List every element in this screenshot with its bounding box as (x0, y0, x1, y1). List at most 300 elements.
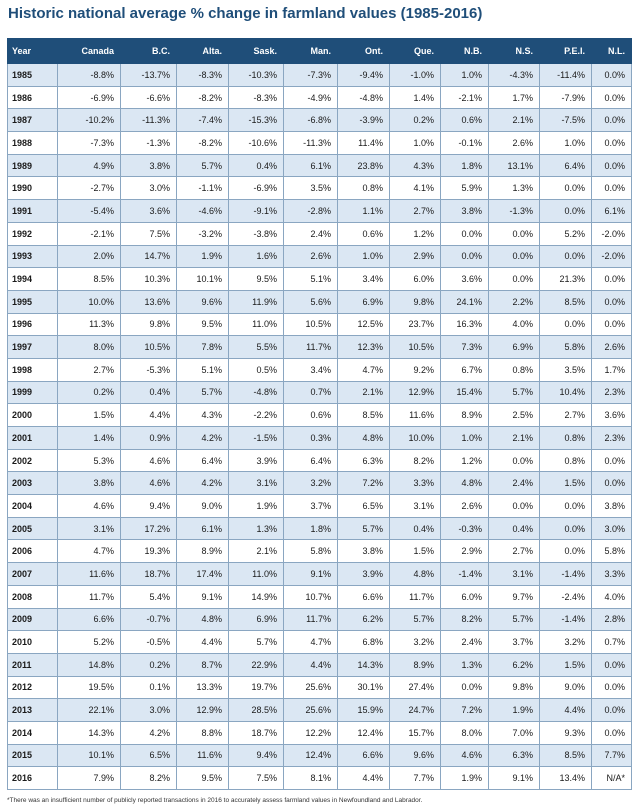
value-cell: 5.7% (177, 154, 229, 177)
value-cell: 0.4% (489, 517, 540, 540)
value-cell: -9.1% (229, 200, 284, 223)
value-cell: 3.1% (58, 517, 121, 540)
table-row (8, 767, 632, 790)
column-header-alta: Alta. (177, 39, 229, 64)
value-cell: -11.3% (284, 132, 338, 155)
value-cell: 9.0% (177, 495, 229, 518)
value-cell: 7.7% (592, 744, 632, 767)
value-cell: -2.7% (58, 177, 121, 200)
year-cell: 1999 (8, 381, 58, 404)
value-cell: 6.8% (338, 631, 390, 654)
value-cell: 7.0% (489, 721, 540, 744)
value-cell: 8.5% (540, 744, 592, 767)
value-cell: 5.7% (489, 381, 540, 404)
value-cell: 9.3% (540, 721, 592, 744)
value-cell: 2.4% (489, 472, 540, 495)
value-cell: 4.8% (177, 608, 229, 631)
value-cell: 4.4% (540, 699, 592, 722)
value-cell: 8.9% (441, 404, 489, 427)
value-cell: 4.7% (284, 631, 338, 654)
value-cell: 2.8% (592, 608, 632, 631)
value-cell: 2.7% (58, 358, 121, 381)
value-cell: 0.5% (229, 358, 284, 381)
table-row (8, 336, 632, 359)
table-row (8, 699, 632, 722)
value-cell: 11.7% (390, 585, 441, 608)
year-cell: 2007 (8, 563, 58, 586)
value-cell: 2.7% (489, 540, 540, 563)
value-cell: 1.8% (284, 517, 338, 540)
value-cell: 19.3% (121, 540, 177, 563)
value-cell: 0.4% (390, 517, 441, 540)
column-header-ont: Ont. (338, 39, 390, 64)
year-cell: 2011 (8, 653, 58, 676)
value-cell: 0.0% (540, 245, 592, 268)
value-cell: 1.0% (540, 132, 592, 155)
column-header-nb: N.B. (441, 39, 489, 64)
value-cell: 8.5% (58, 268, 121, 291)
value-cell: 0.7% (592, 631, 632, 654)
value-cell: 0.0% (592, 676, 632, 699)
year-cell: 1997 (8, 336, 58, 359)
value-cell: -7.9% (540, 86, 592, 109)
value-cell: 8.7% (177, 653, 229, 676)
value-cell: 11.3% (58, 313, 121, 336)
value-cell: 10.7% (284, 585, 338, 608)
value-cell: 6.6% (338, 585, 390, 608)
value-cell: 2.5% (489, 404, 540, 427)
value-cell: 8.8% (177, 721, 229, 744)
value-cell: 4.4% (338, 767, 390, 790)
year-cell: 1991 (8, 200, 58, 223)
table-row (8, 381, 632, 404)
value-cell: 0.6% (284, 404, 338, 427)
table-row (8, 721, 632, 744)
value-cell: 1.9% (489, 699, 540, 722)
value-cell: 1.5% (58, 404, 121, 427)
value-cell: -2.1% (58, 222, 121, 245)
year-cell: 1987 (8, 109, 58, 132)
year-cell: 2005 (8, 517, 58, 540)
value-cell: 1.3% (489, 177, 540, 200)
table-row (8, 495, 632, 518)
value-cell: 13.6% (121, 290, 177, 313)
value-cell: 3.4% (338, 268, 390, 291)
value-cell: 0.0% (540, 177, 592, 200)
value-cell: 6.9% (229, 608, 284, 631)
table-row (8, 154, 632, 177)
value-cell: -10.2% (58, 109, 121, 132)
value-cell: 8.0% (58, 336, 121, 359)
value-cell: 3.6% (441, 268, 489, 291)
value-cell: 3.8% (592, 495, 632, 518)
value-cell: 0.3% (284, 427, 338, 450)
value-cell: 14.7% (121, 245, 177, 268)
chart-title: Historic national average % change in farmland values (1985-2016) (8, 5, 483, 22)
value-cell: 0.7% (284, 381, 338, 404)
value-cell: 0.8% (338, 177, 390, 200)
value-cell: 0.0% (592, 86, 632, 109)
value-cell: -1.3% (489, 200, 540, 223)
value-cell: 6.3% (489, 744, 540, 767)
year-cell: 2013 (8, 699, 58, 722)
value-cell: 8.5% (338, 404, 390, 427)
value-cell: 2.7% (540, 404, 592, 427)
value-cell: 9.5% (177, 767, 229, 790)
value-cell: 4.6% (121, 472, 177, 495)
value-cell: 3.3% (390, 472, 441, 495)
value-cell: -0.7% (121, 608, 177, 631)
value-cell: 12.5% (338, 313, 390, 336)
value-cell: -2.4% (540, 585, 592, 608)
value-cell: 11.7% (284, 336, 338, 359)
value-cell: 9.5% (229, 268, 284, 291)
value-cell: -1.3% (121, 132, 177, 155)
table-header-row (8, 39, 632, 64)
value-cell: 3.0% (121, 177, 177, 200)
value-cell: 6.5% (338, 495, 390, 518)
value-cell: 9.2% (390, 358, 441, 381)
value-cell: 11.4% (338, 132, 390, 155)
value-cell: 9.7% (489, 585, 540, 608)
value-cell: 4.1% (390, 177, 441, 200)
value-cell: 3.9% (338, 563, 390, 586)
value-cell: -2.0% (592, 222, 632, 245)
year-cell: 1988 (8, 132, 58, 155)
table-row (8, 222, 632, 245)
value-cell: 1.0% (441, 64, 489, 87)
value-cell: 4.8% (390, 563, 441, 586)
value-cell: 4.0% (592, 585, 632, 608)
column-header-pei: P.E.I. (540, 39, 592, 64)
value-cell: 23.8% (338, 154, 390, 177)
value-cell: 3.7% (284, 495, 338, 518)
value-cell: 18.7% (121, 563, 177, 586)
value-cell: 1.5% (540, 472, 592, 495)
value-cell: 12.4% (284, 744, 338, 767)
value-cell: 2.9% (390, 245, 441, 268)
value-cell: 0.6% (441, 109, 489, 132)
value-cell: 1.2% (390, 222, 441, 245)
value-cell: 24.1% (441, 290, 489, 313)
value-cell: 10.1% (58, 744, 121, 767)
column-header-bc: B.C. (121, 39, 177, 64)
value-cell: 22.9% (229, 653, 284, 676)
value-cell: 6.9% (338, 290, 390, 313)
value-cell: 15.9% (338, 699, 390, 722)
value-cell: 2.2% (489, 290, 540, 313)
year-cell: 2000 (8, 404, 58, 427)
year-cell: 2016 (8, 767, 58, 790)
value-cell: 0.0% (592, 313, 632, 336)
value-cell: 0.2% (121, 653, 177, 676)
value-cell: -7.3% (58, 132, 121, 155)
value-cell: 9.0% (540, 676, 592, 699)
year-cell: 2010 (8, 631, 58, 654)
value-cell: 6.4% (284, 449, 338, 472)
value-cell: 0.0% (592, 699, 632, 722)
value-cell: 4.0% (489, 313, 540, 336)
value-cell: -5.3% (121, 358, 177, 381)
value-cell: 6.4% (540, 154, 592, 177)
value-cell: 6.9% (489, 336, 540, 359)
value-cell: 6.2% (338, 608, 390, 631)
value-cell: 7.3% (441, 336, 489, 359)
value-cell: 24.7% (390, 699, 441, 722)
value-cell: 3.9% (229, 449, 284, 472)
value-cell: 17.2% (121, 517, 177, 540)
value-cell: 1.4% (58, 427, 121, 450)
year-cell: 1995 (8, 290, 58, 313)
value-cell: -1.5% (229, 427, 284, 450)
value-cell: -0.1% (441, 132, 489, 155)
value-cell: 0.0% (592, 472, 632, 495)
value-cell: 0.0% (592, 154, 632, 177)
value-cell: 9.6% (390, 744, 441, 767)
value-cell: 14.3% (338, 653, 390, 676)
year-cell: 1990 (8, 177, 58, 200)
value-cell: 9.8% (489, 676, 540, 699)
value-cell: 10.5% (121, 336, 177, 359)
value-cell: 8.0% (441, 721, 489, 744)
value-cell: 10.4% (540, 381, 592, 404)
value-cell: 17.4% (177, 563, 229, 586)
value-cell: 25.6% (284, 699, 338, 722)
table-row (8, 517, 632, 540)
value-cell: 3.0% (121, 699, 177, 722)
value-cell: 3.2% (390, 631, 441, 654)
value-cell: -11.3% (121, 109, 177, 132)
value-cell: 12.9% (390, 381, 441, 404)
value-cell: -6.9% (229, 177, 284, 200)
value-cell: 6.6% (338, 744, 390, 767)
value-cell: 0.6% (338, 222, 390, 245)
value-cell: 9.4% (229, 744, 284, 767)
value-cell: 7.5% (121, 222, 177, 245)
value-cell: 5.1% (177, 358, 229, 381)
value-cell: 9.1% (489, 767, 540, 790)
value-cell: -6.8% (284, 109, 338, 132)
value-cell: 6.4% (177, 449, 229, 472)
year-cell: 2014 (8, 721, 58, 744)
value-cell: 2.4% (284, 222, 338, 245)
value-cell: 5.4% (121, 585, 177, 608)
value-cell: 5.2% (540, 222, 592, 245)
table-row (8, 676, 632, 699)
value-cell: -0.3% (441, 517, 489, 540)
year-cell: 1985 (8, 64, 58, 87)
value-cell: 10.5% (390, 336, 441, 359)
value-cell: 1.2% (441, 449, 489, 472)
table-row (8, 631, 632, 654)
value-cell: 8.2% (441, 608, 489, 631)
value-cell: 1.0% (441, 427, 489, 450)
value-cell: 9.1% (284, 563, 338, 586)
value-cell: 11.9% (229, 290, 284, 313)
year-cell: 1996 (8, 313, 58, 336)
value-cell: 7.9% (58, 767, 121, 790)
value-cell: 2.3% (592, 427, 632, 450)
value-cell: 19.5% (58, 676, 121, 699)
year-cell: 1989 (8, 154, 58, 177)
value-cell: -1.4% (540, 563, 592, 586)
value-cell: -7.4% (177, 109, 229, 132)
value-cell: 1.9% (441, 767, 489, 790)
value-cell: 0.0% (592, 449, 632, 472)
value-cell: 6.6% (58, 608, 121, 631)
value-cell: 11.6% (390, 404, 441, 427)
value-cell: 4.6% (58, 495, 121, 518)
value-cell: 9.6% (177, 290, 229, 313)
value-cell: 6.1% (592, 200, 632, 223)
value-cell: 13.3% (177, 676, 229, 699)
value-cell: 3.4% (284, 358, 338, 381)
value-cell: 13.4% (540, 767, 592, 790)
value-cell: 11.6% (177, 744, 229, 767)
value-cell: 6.1% (177, 517, 229, 540)
value-cell: 7.5% (229, 767, 284, 790)
value-cell: 1.5% (390, 540, 441, 563)
value-cell: 11.6% (58, 563, 121, 586)
value-cell: 5.7% (390, 608, 441, 631)
value-cell: -4.8% (338, 86, 390, 109)
value-cell: -3.8% (229, 222, 284, 245)
value-cell: 6.5% (121, 744, 177, 767)
value-cell: 12.4% (338, 721, 390, 744)
value-cell: 0.0% (592, 177, 632, 200)
value-cell: 0.0% (540, 540, 592, 563)
value-cell: 9.4% (121, 495, 177, 518)
value-cell: 5.3% (58, 449, 121, 472)
value-cell: -4.9% (284, 86, 338, 109)
value-cell: 3.2% (540, 631, 592, 654)
value-cell: 4.4% (177, 631, 229, 654)
table-row (8, 200, 632, 223)
value-cell: 0.0% (592, 109, 632, 132)
value-cell: -6.6% (121, 86, 177, 109)
table-row (8, 245, 632, 268)
value-cell: 7.7% (390, 767, 441, 790)
footnote: *There was an insufficient number of publicly reported transactions in 2016 to accurately assess farmland values in Newfoundland and Labrador. (7, 797, 423, 804)
year-cell: 2006 (8, 540, 58, 563)
value-cell: 0.0% (489, 245, 540, 268)
table-row (8, 540, 632, 563)
value-cell: 0.1% (121, 676, 177, 699)
value-cell: -1.0% (390, 64, 441, 87)
value-cell: 3.6% (121, 200, 177, 223)
value-cell: 1.0% (390, 132, 441, 155)
value-cell: 0.0% (592, 290, 632, 313)
value-cell: 0.2% (58, 381, 121, 404)
value-cell: 0.4% (121, 381, 177, 404)
value-cell: 3.7% (489, 631, 540, 654)
value-cell: 0.0% (489, 495, 540, 518)
value-cell: 5.7% (338, 517, 390, 540)
value-cell: 9.5% (177, 313, 229, 336)
year-cell: 2003 (8, 472, 58, 495)
value-cell: 5.9% (441, 177, 489, 200)
value-cell: 1.5% (540, 653, 592, 676)
value-cell: 1.7% (489, 86, 540, 109)
value-cell: -11.4% (540, 64, 592, 87)
table-row (8, 404, 632, 427)
value-cell: 3.6% (592, 404, 632, 427)
table-row (8, 86, 632, 109)
value-cell: 4.6% (121, 449, 177, 472)
value-cell: 10.0% (58, 290, 121, 313)
value-cell: 7.8% (177, 336, 229, 359)
value-cell: 5.7% (489, 608, 540, 631)
value-cell: 8.2% (121, 767, 177, 790)
value-cell: 8.1% (284, 767, 338, 790)
column-header-sask: Sask. (229, 39, 284, 64)
value-cell: -8.3% (229, 86, 284, 109)
value-cell: 5.7% (229, 631, 284, 654)
value-cell: 8.9% (177, 540, 229, 563)
value-cell: -8.2% (177, 86, 229, 109)
value-cell: 2.1% (489, 109, 540, 132)
value-cell: -2.1% (441, 86, 489, 109)
value-cell: 3.8% (58, 472, 121, 495)
value-cell: 3.1% (390, 495, 441, 518)
value-cell: 5.7% (177, 381, 229, 404)
value-cell: 4.4% (121, 404, 177, 427)
value-cell: 1.9% (177, 245, 229, 268)
value-cell: 14.8% (58, 653, 121, 676)
value-cell: 25.6% (284, 676, 338, 699)
table-row (8, 472, 632, 495)
value-cell: 0.9% (121, 427, 177, 450)
value-cell: 6.2% (489, 653, 540, 676)
value-cell: 30.1% (338, 676, 390, 699)
value-cell: 0.0% (592, 653, 632, 676)
value-cell: -1.1% (177, 177, 229, 200)
value-cell: 0.0% (441, 245, 489, 268)
value-cell: 5.8% (592, 540, 632, 563)
table-row (8, 313, 632, 336)
value-cell: 3.5% (540, 358, 592, 381)
value-cell: 0.0% (441, 676, 489, 699)
value-cell: 5.2% (58, 631, 121, 654)
value-cell: 1.9% (229, 495, 284, 518)
value-cell: 2.1% (338, 381, 390, 404)
value-cell: 6.3% (338, 449, 390, 472)
value-cell: -15.3% (229, 109, 284, 132)
value-cell: 4.9% (58, 154, 121, 177)
year-cell: 2001 (8, 427, 58, 450)
value-cell: 14.3% (58, 721, 121, 744)
value-cell: 14.9% (229, 585, 284, 608)
value-cell: 2.7% (390, 200, 441, 223)
value-cell: 0.0% (592, 64, 632, 87)
value-cell: 1.3% (441, 653, 489, 676)
value-cell: 16.3% (441, 313, 489, 336)
value-cell: -8.8% (58, 64, 121, 87)
value-cell: 3.3% (592, 563, 632, 586)
value-cell: 0.8% (540, 449, 592, 472)
value-cell: 27.4% (390, 676, 441, 699)
column-header-canada: Canada (58, 39, 121, 64)
value-cell: -9.4% (338, 64, 390, 87)
value-cell: 5.1% (284, 268, 338, 291)
value-cell: 0.0% (592, 132, 632, 155)
value-cell: 13.1% (489, 154, 540, 177)
value-cell: 2.4% (441, 631, 489, 654)
value-cell: 11.0% (229, 563, 284, 586)
column-header-year: Year (8, 39, 58, 64)
year-cell: 2015 (8, 744, 58, 767)
value-cell: 1.3% (229, 517, 284, 540)
